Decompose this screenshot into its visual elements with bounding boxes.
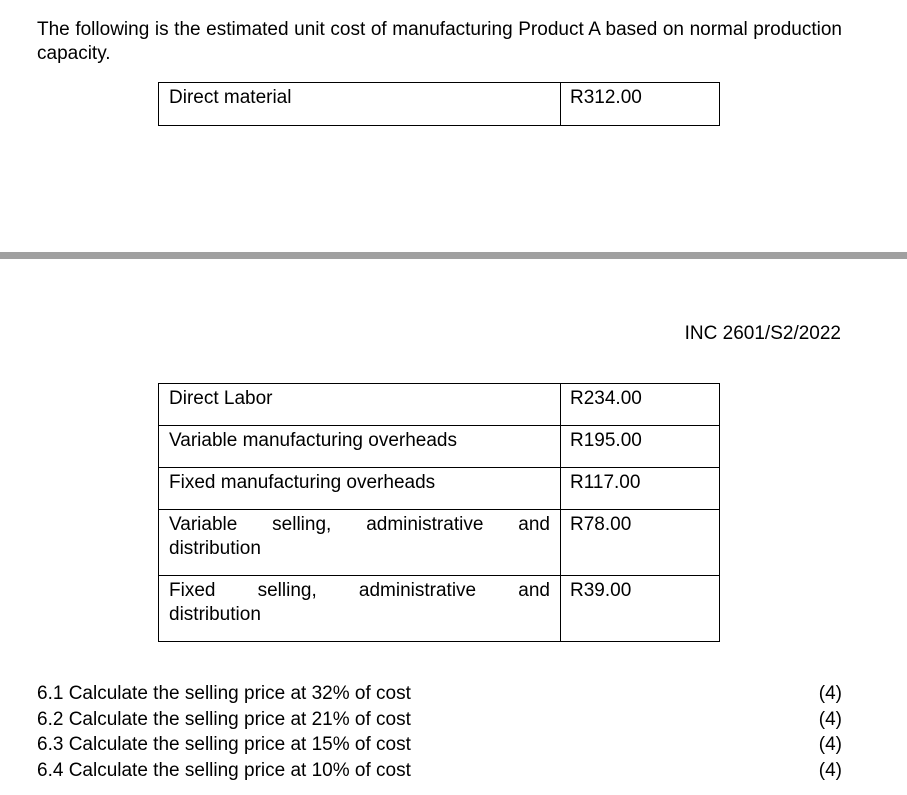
cost-item: Fixed manufacturing overheads [159, 468, 561, 510]
cost-amount: R234.00 [561, 384, 720, 426]
cost-amount: R39.00 [561, 576, 720, 642]
question-marks: (4) [818, 683, 842, 704]
question-marks: (4) [818, 708, 842, 730]
cost-item: Direct material [159, 83, 561, 126]
question-marks: (4) [818, 759, 842, 781]
question-text: 6.4 Calculate the selling price at 10% of cost [37, 759, 411, 781]
cost-item-line: distribution [169, 538, 261, 559]
cost-item-word: and [518, 580, 550, 601]
question-text: 6.2 Calculate the selling price at 21% of cost [37, 708, 411, 730]
question-list [37, 681, 842, 783]
document-code: INC 2601/S2/2022 [684, 323, 841, 344]
cost-table-main [158, 383, 720, 642]
cost-item-line: distribution [169, 604, 261, 625]
question-marks: (4) [818, 734, 842, 755]
cost-item: Direct Labor [159, 384, 561, 426]
cost-item [159, 576, 561, 642]
cost-item-line [169, 579, 550, 603]
cost-amount: R195.00 [561, 426, 720, 468]
cost-table-top [158, 82, 720, 126]
table-row [159, 468, 720, 510]
table-row [159, 426, 720, 468]
cost-amount: R312.00 [561, 83, 720, 126]
question-text: 6.1 Calculate the selling price at 32% of cost [37, 683, 411, 704]
cost-item-word: Variable [169, 514, 238, 535]
table-row [159, 384, 720, 426]
table-row [159, 510, 720, 576]
list-item [37, 707, 842, 733]
list-item [37, 732, 842, 758]
cost-amount: R78.00 [561, 510, 720, 576]
list-item [37, 681, 842, 707]
table-row [159, 83, 720, 126]
page-break-divider [0, 252, 907, 259]
cost-item [159, 510, 561, 576]
cost-item-word: administrative [358, 580, 477, 601]
cost-item: Variable manufacturing overheads [159, 426, 561, 468]
cost-item-word: Fixed [169, 580, 216, 601]
question-text: 6.3 Calculate the selling price at 15% of cost [37, 734, 411, 755]
list-item [37, 758, 842, 784]
cost-item-word: selling, [272, 514, 332, 535]
cost-item-word: and [518, 514, 550, 535]
cost-item-line [169, 513, 550, 537]
cost-amount: R117.00 [561, 468, 720, 510]
cost-item-word: selling, [257, 580, 317, 601]
intro-paragraph: The following is the estimated unit cost of manufacturing Product A based on normal production capacity. [37, 19, 842, 64]
cost-item-word: administrative [366, 514, 484, 535]
table-row [159, 576, 720, 642]
